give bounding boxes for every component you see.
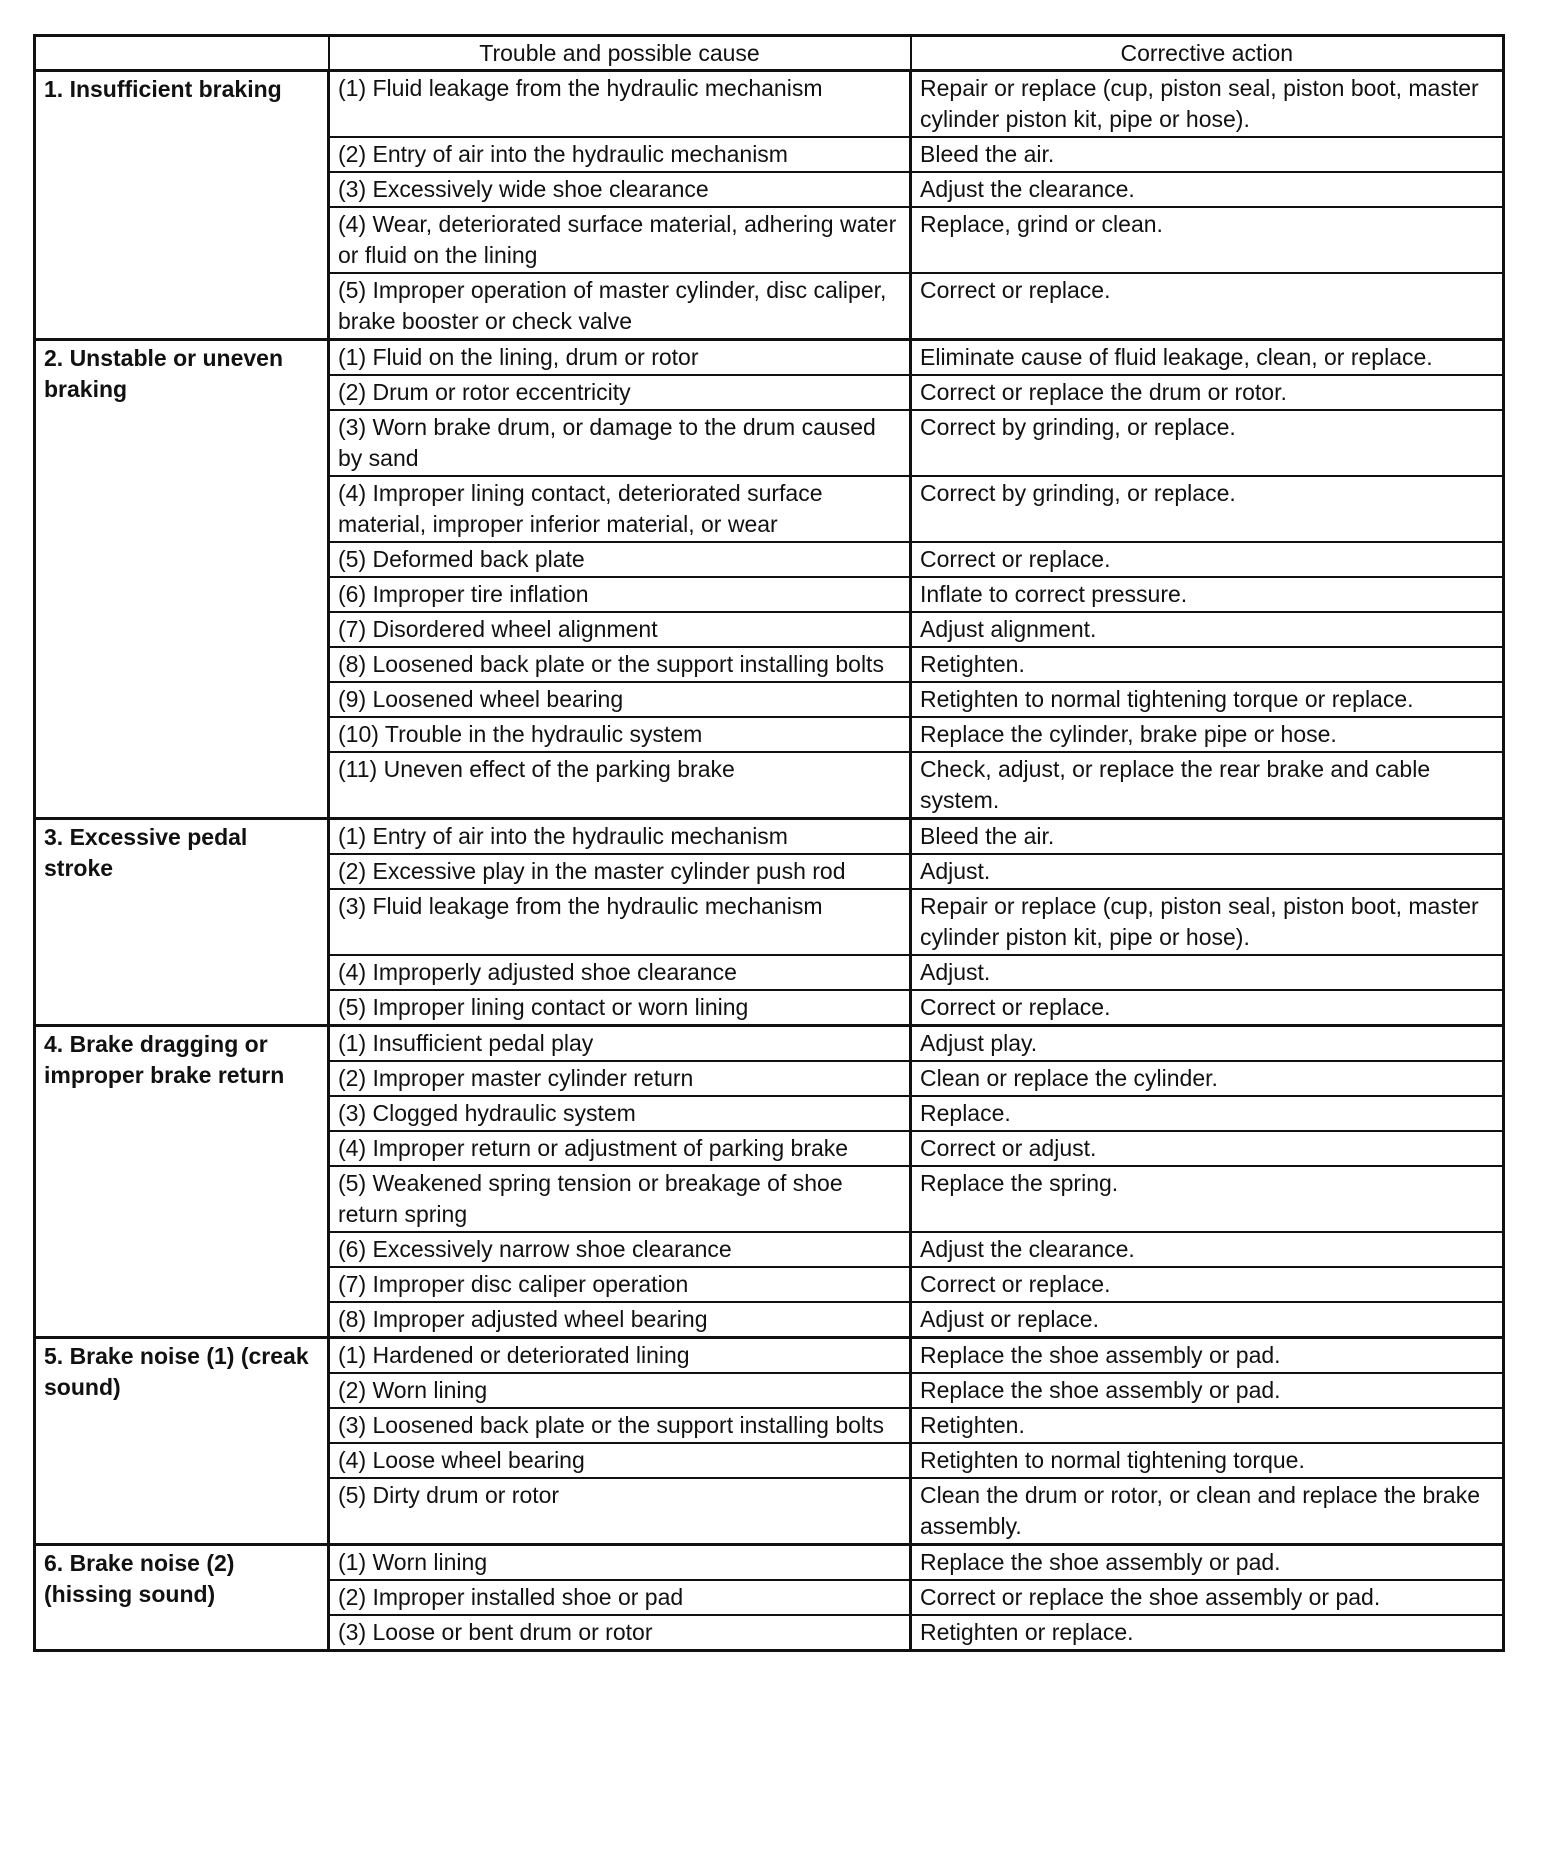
table-header — [35, 36, 1504, 71]
possible-cause-cell: (5) Improper lining contact or worn lining — [329, 990, 911, 1026]
possible-cause-cell: (1) Insufficient pedal play — [329, 1026, 911, 1062]
trouble-category: 3. Excessive pedal stroke — [35, 819, 329, 1026]
corrective-action-cell: Adjust. — [911, 955, 1504, 990]
corrective-action-cell: Adjust. — [911, 854, 1504, 889]
possible-cause-cell: (9) Loosened wheel bearing — [329, 682, 911, 717]
corrective-action-cell: Replace the cylinder, brake pipe or hose. — [911, 717, 1504, 752]
corrective-action-cell: Clean or replace the cylinder. — [911, 1061, 1504, 1096]
corrective-action-cell: Correct or replace. — [911, 990, 1504, 1026]
corrective-action-cell: Replace the shoe assembly or pad. — [911, 1373, 1504, 1408]
header-cause: Trouble and possible cause — [329, 36, 911, 71]
possible-cause-cell: (4) Loose wheel bearing — [329, 1443, 911, 1478]
corrective-action-cell: Replace the shoe assembly or pad. — [911, 1338, 1504, 1374]
possible-cause-cell: (3) Fluid leakage from the hydraulic mechanism — [329, 889, 911, 955]
corrective-action-cell: Correct or replace. — [911, 1267, 1504, 1302]
trouble-group — [35, 819, 1504, 1026]
corrective-action-cell: Repair or replace (cup, piston seal, piston boot, master cylinder piston kit, pipe or hose). — [911, 71, 1504, 138]
possible-cause-cell: (7) Improper disc caliper operation — [329, 1267, 911, 1302]
trouble-category: 1. Insufficient braking — [35, 71, 329, 340]
corrective-action-cell: Retighten. — [911, 1408, 1504, 1443]
corrective-action-cell: Adjust or replace. — [911, 1302, 1504, 1338]
corrective-action-cell: Eliminate cause of fluid leakage, clean, or replace. — [911, 340, 1504, 376]
table-row — [35, 340, 1504, 376]
corrective-action-cell: Retighten or replace. — [911, 1615, 1504, 1651]
possible-cause-cell: (5) Dirty drum or rotor — [329, 1478, 911, 1545]
possible-cause-cell: (8) Loosened back plate or the support installing bolts — [329, 647, 911, 682]
corrective-action-cell: Correct by grinding, or replace. — [911, 476, 1504, 542]
possible-cause-cell: (4) Improper return or adjustment of parking brake — [329, 1131, 911, 1166]
troubleshooting-table — [33, 34, 1505, 1652]
possible-cause-cell: (3) Excessively wide shoe clearance — [329, 172, 911, 207]
table-row — [35, 1338, 1504, 1374]
trouble-group — [35, 1026, 1504, 1338]
possible-cause-cell: (2) Improper master cylinder return — [329, 1061, 911, 1096]
corrective-action-cell: Clean the drum or rotor, or clean and replace the brake assembly. — [911, 1478, 1504, 1545]
header-row — [35, 36, 1504, 71]
corrective-action-cell: Adjust play. — [911, 1026, 1504, 1062]
possible-cause-cell: (2) Drum or rotor eccentricity — [329, 375, 911, 410]
possible-cause-cell: (6) Improper tire inflation — [329, 577, 911, 612]
possible-cause-cell: (5) Deformed back plate — [329, 542, 911, 577]
trouble-group — [35, 1338, 1504, 1545]
corrective-action-cell: Repair or replace (cup, piston seal, piston boot, master cylinder piston kit, pipe or hose). — [911, 889, 1504, 955]
corrective-action-cell: Replace, grind or clean. — [911, 207, 1504, 273]
trouble-category: 6. Brake noise (2) (hissing sound) — [35, 1545, 329, 1651]
possible-cause-cell: (2) Excessive play in the master cylinder push rod — [329, 854, 911, 889]
corrective-action-cell: Replace. — [911, 1096, 1504, 1131]
possible-cause-cell: (2) Improper installed shoe or pad — [329, 1580, 911, 1615]
possible-cause-cell: (3) Loosened back plate or the support installing bolts — [329, 1408, 911, 1443]
possible-cause-cell: (1) Hardened or deteriorated lining — [329, 1338, 911, 1374]
corrective-action-cell: Replace the spring. — [911, 1166, 1504, 1232]
corrective-action-cell: Adjust the clearance. — [911, 172, 1504, 207]
corrective-action-cell: Retighten to normal tightening torque or replace. — [911, 682, 1504, 717]
possible-cause-cell: (3) Clogged hydraulic system — [329, 1096, 911, 1131]
possible-cause-cell: (7) Disordered wheel alignment — [329, 612, 911, 647]
possible-cause-cell: (3) Worn brake drum, or damage to the drum caused by sand — [329, 410, 911, 476]
possible-cause-cell: (6) Excessively narrow shoe clearance — [329, 1232, 911, 1267]
trouble-group — [35, 340, 1504, 819]
possible-cause-cell: (1) Fluid leakage from the hydraulic mechanism — [329, 71, 911, 138]
possible-cause-cell: (8) Improper adjusted wheel bearing — [329, 1302, 911, 1338]
corrective-action-cell: Correct or replace the drum or rotor. — [911, 375, 1504, 410]
trouble-category: 4. Brake dragging or improper brake return — [35, 1026, 329, 1338]
trouble-group — [35, 1545, 1504, 1651]
corrective-action-cell: Inflate to correct pressure. — [911, 577, 1504, 612]
table-row — [35, 1545, 1504, 1581]
table-row — [35, 71, 1504, 138]
possible-cause-cell: (5) Weakened spring tension or breakage of shoe return spring — [329, 1166, 911, 1232]
table-row — [35, 819, 1504, 855]
possible-cause-cell: (11) Uneven effect of the parking brake — [329, 752, 911, 819]
corrective-action-cell: Adjust alignment. — [911, 612, 1504, 647]
possible-cause-cell: (4) Improperly adjusted shoe clearance — [329, 955, 911, 990]
corrective-action-cell: Adjust the clearance. — [911, 1232, 1504, 1267]
possible-cause-cell: (3) Loose or bent drum or rotor — [329, 1615, 911, 1651]
corrective-action-cell: Retighten to normal tightening torque. — [911, 1443, 1504, 1478]
corrective-action-cell: Correct or replace. — [911, 542, 1504, 577]
trouble-category: 5. Brake noise (1) (creak sound) — [35, 1338, 329, 1545]
table-row — [35, 1026, 1504, 1062]
corrective-action-cell: Replace the shoe assembly or pad. — [911, 1545, 1504, 1581]
possible-cause-cell: (1) Worn lining — [329, 1545, 911, 1581]
corrective-action-cell: Check, adjust, or replace the rear brake and cable system. — [911, 752, 1504, 819]
possible-cause-cell: (4) Wear, deteriorated surface material, adhering water or fluid on the lining — [329, 207, 911, 273]
header-action: Corrective action — [911, 36, 1504, 71]
possible-cause-cell: (2) Entry of air into the hydraulic mechanism — [329, 137, 911, 172]
possible-cause-cell: (10) Trouble in the hydraulic system — [329, 717, 911, 752]
corrective-action-cell: Correct or replace the shoe assembly or pad. — [911, 1580, 1504, 1615]
trouble-group — [35, 71, 1504, 340]
trouble-category: 2. Unstable or uneven braking — [35, 340, 329, 819]
corrective-action-cell: Correct or adjust. — [911, 1131, 1504, 1166]
corrective-action-cell: Retighten. — [911, 647, 1504, 682]
corrective-action-cell: Bleed the air. — [911, 137, 1504, 172]
possible-cause-cell: (1) Fluid on the lining, drum or rotor — [329, 340, 911, 376]
corrective-action-cell: Correct or replace. — [911, 273, 1504, 340]
corrective-action-cell: Bleed the air. — [911, 819, 1504, 855]
possible-cause-cell: (1) Entry of air into the hydraulic mechanism — [329, 819, 911, 855]
possible-cause-cell: (4) Improper lining contact, deteriorated surface material, improper inferior material, or wear — [329, 476, 911, 542]
corrective-action-cell: Correct by grinding, or replace. — [911, 410, 1504, 476]
header-blank-cell — [35, 36, 329, 71]
possible-cause-cell: (5) Improper operation of master cylinder, disc caliper, brake booster or check valve — [329, 273, 911, 340]
possible-cause-cell: (2) Worn lining — [329, 1373, 911, 1408]
